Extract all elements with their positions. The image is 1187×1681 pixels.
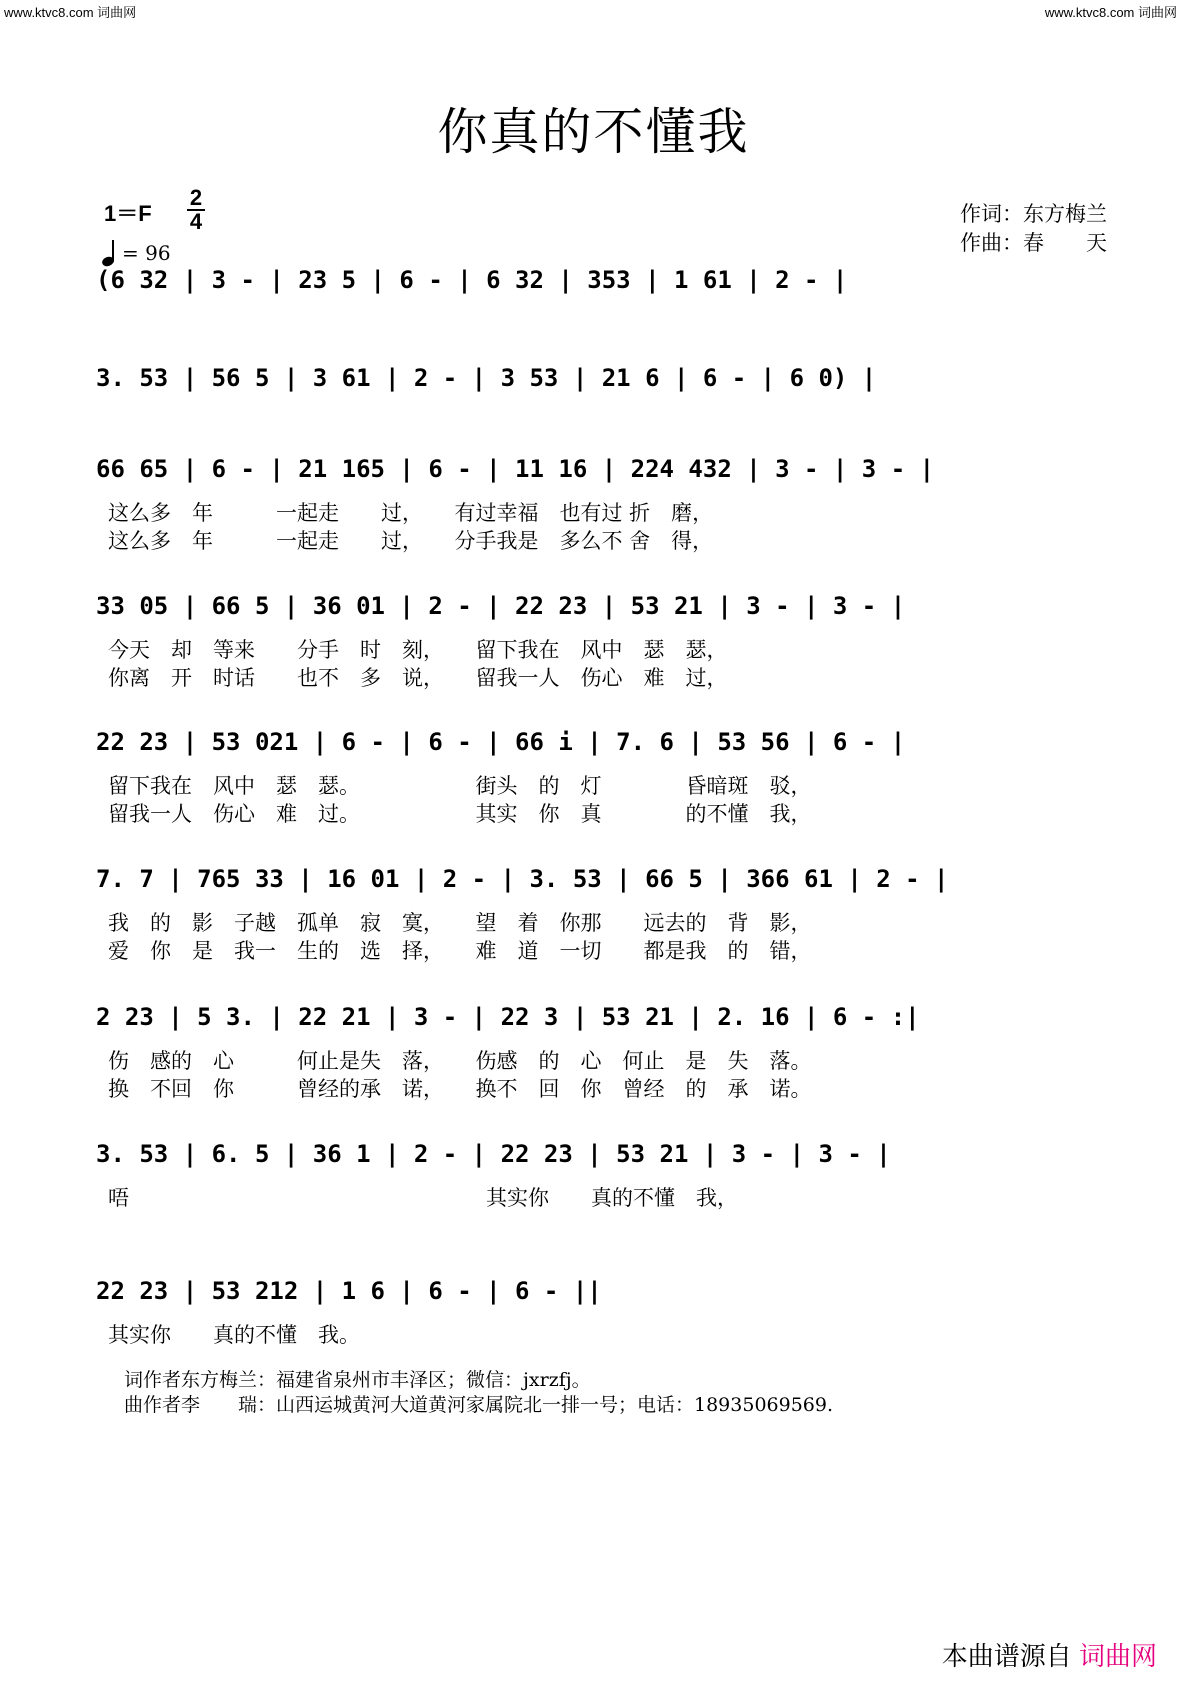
notes-line: 33 05 | 66 5 | 36 01 | 2 - | 22 23 | 53 21 | 3 - | 3 - | <box>96 592 906 620</box>
credits <box>960 200 1107 258</box>
lyric-verse-2: 留我一人 伤心 难 过。 其实 你 真 的不懂 我， <box>108 802 812 826</box>
score-row-6 <box>96 865 1096 995</box>
time-signature <box>187 187 205 233</box>
notes-line: 2 23 | 5 3. | 22 21 | 3 - | 22 3 | 53 21 | 2. 16 | 6 - :| <box>96 1003 920 1031</box>
time-signature-bottom: 4 <box>189 209 203 234</box>
source-site-link[interactable]: 词曲网 <box>1078 1641 1157 1671</box>
notes-line: 66 65 | 6 - | 21 165 | 6 - | 11 16 | 224 432 | 3 - | 3 - | <box>96 455 935 483</box>
notes-line: 3. 53 | 6. 5 | 36 1 | 2 - | 22 23 | 53 21 | 3 - | 3 - | <box>96 1140 891 1168</box>
lyric-verse-1: 这么多 年 一起走 过， 有过幸福 也有过 折 磨， <box>108 501 714 525</box>
notes-line: 22 23 | 53 021 | 6 - | 6 - | 66 i | 7. 6 | 53 56 | 6 - | <box>96 728 906 756</box>
header-site-left: www.ktvc8.com 词曲网 <box>4 5 137 20</box>
lyric-line: 唔 其实你 真的不懂 我， <box>108 1186 738 1210</box>
score-row-1 <box>96 266 1096 326</box>
source-attribution <box>942 1636 1157 1673</box>
lyric-verse-2: 换 不回 你 曾经的承 诺， 换不 回 你 曾经 的 承 诺。 <box>108 1077 812 1101</box>
notes-line: 3. 53 | 56 5 | 3 61 | 2 - | 3 53 | 21 6 | 6 - | 6 0) | <box>96 364 877 392</box>
composer-credit: 作曲：春 天 <box>960 231 1107 255</box>
composer-contact: 曲作者李 瑞：山西运城黄河大道黄河家属院北一排一号；电话：18935069569. <box>124 1394 834 1416</box>
score-row-2 <box>96 364 1096 424</box>
score-row-5 <box>96 728 1096 858</box>
quarter-note-icon <box>102 240 118 266</box>
score-row-7 <box>96 1003 1096 1133</box>
notes-line: 7. 7 | 765 33 | 16 01 | 2 - | 3. 53 | 66 5 | 366 61 | 2 - | <box>96 865 949 893</box>
lyric-verse-1: 今天 却 等来 分手 时 刻， 留下我在 风中 瑟 瑟， <box>108 638 728 662</box>
header-site-right: www.ktvc8.com 词曲网 <box>1044 5 1177 20</box>
lyric-verse-2: 这么多 年 一起走 过， 分手我是 多么不 舍 得， <box>108 529 714 553</box>
key-signature: 1＝F <box>104 201 152 226</box>
lyric-verse-1: 伤 感的 心 何止是失 落， 伤感 的 心 何止 是 失 落。 <box>108 1049 812 1073</box>
lyric-verse-2: 你离 开 时话 也不 多 说， 留我一人 伤心 难 过， <box>108 666 728 690</box>
notes-line: (6 32 | 3 - | 23 5 | 6 - | 6 32 | 353 | 1 61 | 2 - | <box>96 266 848 294</box>
time-signature-top: 2 <box>189 185 203 210</box>
score-row-8 <box>96 1140 1096 1240</box>
score-row-3 <box>96 455 1096 585</box>
lyric-line: 其实你 真的不懂 我。 <box>108 1323 360 1347</box>
lyricist-contact: 词作者东方梅兰：福建省泉州市丰泽区；微信：jxrzfj。 <box>124 1369 591 1391</box>
tempo-value: = 96 <box>122 241 171 265</box>
lyric-verse-1: 留下我在 风中 瑟 瑟。 街头 的 灯 昏暗斑 驳， <box>108 774 812 798</box>
notes-line: 22 23 | 53 212 | 1 6 | 6 - | 6 - || <box>96 1277 602 1305</box>
score-row-4 <box>96 592 1096 722</box>
lyric-verse-1: 我 的 影 子越 孤单 寂 寞， 望 着 你那 远去的 背 影， <box>108 911 812 935</box>
source-prefix: 本曲谱源自 <box>941 1641 1072 1671</box>
tempo-marking <box>102 240 171 266</box>
song-title: 你真的不懂我 <box>437 103 750 161</box>
footer-contacts <box>124 1368 833 1418</box>
lyricist-credit: 作词：东方梅兰 <box>960 202 1107 226</box>
score-row-9 <box>96 1277 1096 1377</box>
lyric-verse-2: 爱 你 是 我一 生的 选 择， 难 道 一切 都是我 的 错， <box>108 939 812 963</box>
